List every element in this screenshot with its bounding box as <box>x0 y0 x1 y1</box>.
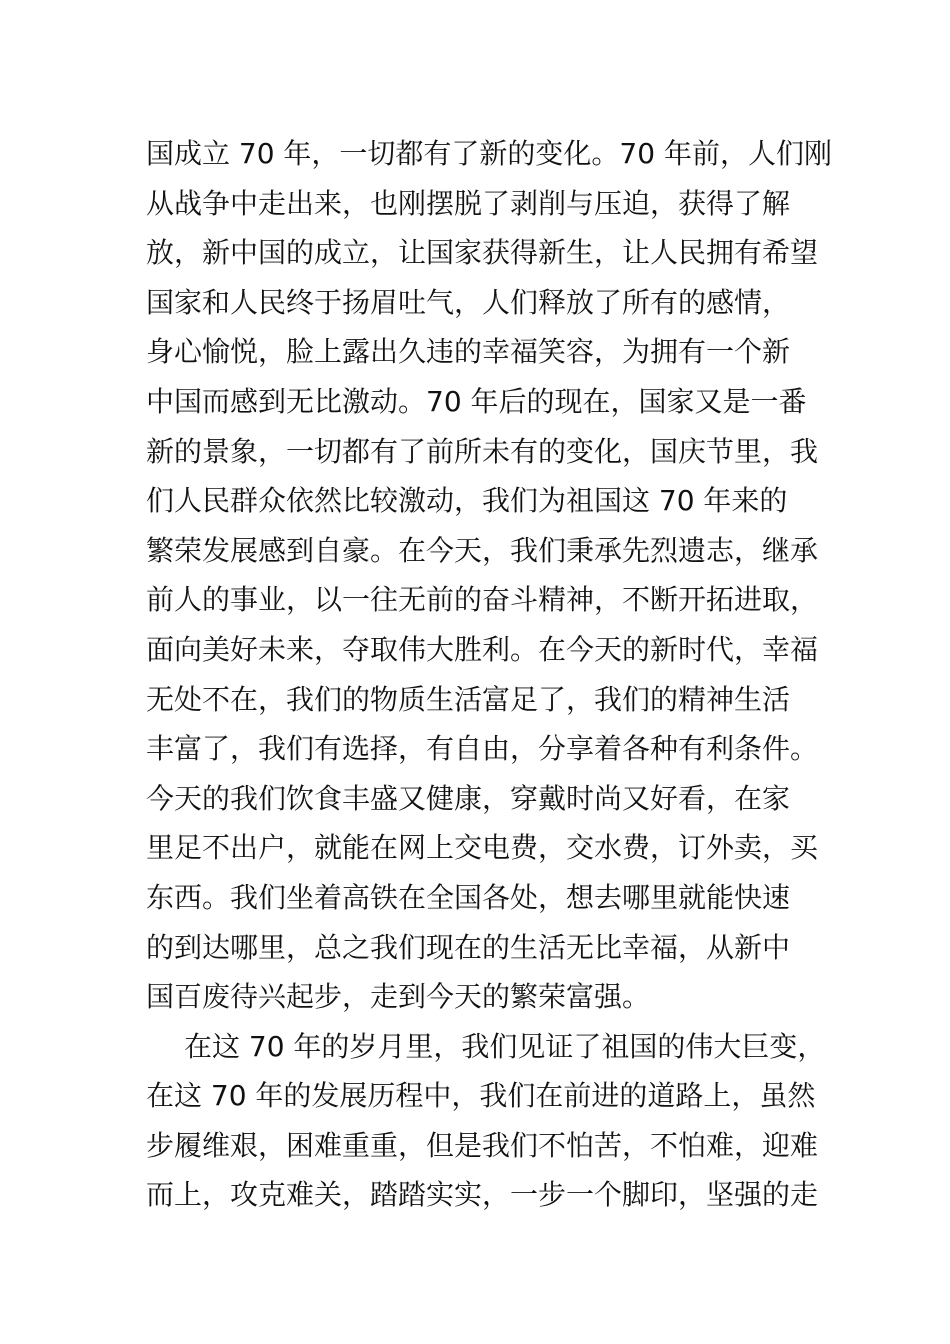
text-line: 在这 70 年的岁月里，我们见证了祖国的伟大巨变， <box>184 1029 826 1063</box>
text-line: 丰富了，我们有选择，有自由，分享着各种有利条件。 <box>146 732 819 766</box>
text-line: 步履维艰，困难重重，但是我们不怕苦，不怕难，迎难 <box>146 1128 819 1162</box>
text-line: 繁荣发展感到自豪。在今天，我们秉承先烈遗志，继承 <box>146 533 819 567</box>
text-line: 国家和人民终于扬眉吐气，人们释放了所有的感情， <box>146 285 791 319</box>
text-line: 无处不在，我们的物质生活富足了，我们的精神生活 <box>146 682 791 716</box>
text-line: 面向美好未来，夺取伟大胜利。在今天的新时代，幸福 <box>146 632 819 666</box>
text-line: 放，新中国的成立，让国家获得新生，让人民拥有希望 <box>146 236 819 270</box>
text-line: 东西。我们坐着高铁在全国各处，想去哪里就能快速 <box>146 880 791 914</box>
text-line: 的到达哪里，总之我们现在的生活无比幸福，从新中 <box>146 930 791 964</box>
text-line: 在这 70 年的发展历程中，我们在前进的道路上，虽然 <box>146 1079 816 1113</box>
paragraph-1 <box>146 129 832 1022</box>
body-text <box>146 129 832 1220</box>
paragraph-2 <box>146 1022 826 1220</box>
text-line: 前人的事业，以一往无前的奋斗精神，不断开拓进取， <box>146 583 819 617</box>
text-line: 新的景象，一切都有了前所未有的变化，国庆节里，我 <box>146 434 819 468</box>
text-line: 里足不出户，就能在网上交电费，交水费，订外卖，买 <box>146 831 819 865</box>
text-line: 国成立 70 年，一切都有了新的变化。70 年前，人们刚 <box>146 137 832 170</box>
text-line: 而上，攻克难关，踏踏实实，一步一个脚印，坚强的走 <box>146 1178 819 1212</box>
text-line: 身心愉悦，脸上露出久违的幸福笑容，为拥有一个新 <box>146 335 791 369</box>
text-line: 中国而感到无比激动。70 年后的现在，国家又是一番 <box>146 384 807 418</box>
text-line: 从战争中走出来，也刚摆脱了剥削与压迫，获得了解 <box>146 186 791 220</box>
text-line: 今天的我们饮食丰盛又健康，穿戴时尚又好看，在家 <box>146 781 791 815</box>
text-line: 们人民群众依然比较激动，我们为祖国这 70 年来的 <box>146 484 788 518</box>
text-line: 国百废待兴起步，走到今天的繁荣富强。 <box>146 980 651 1014</box>
